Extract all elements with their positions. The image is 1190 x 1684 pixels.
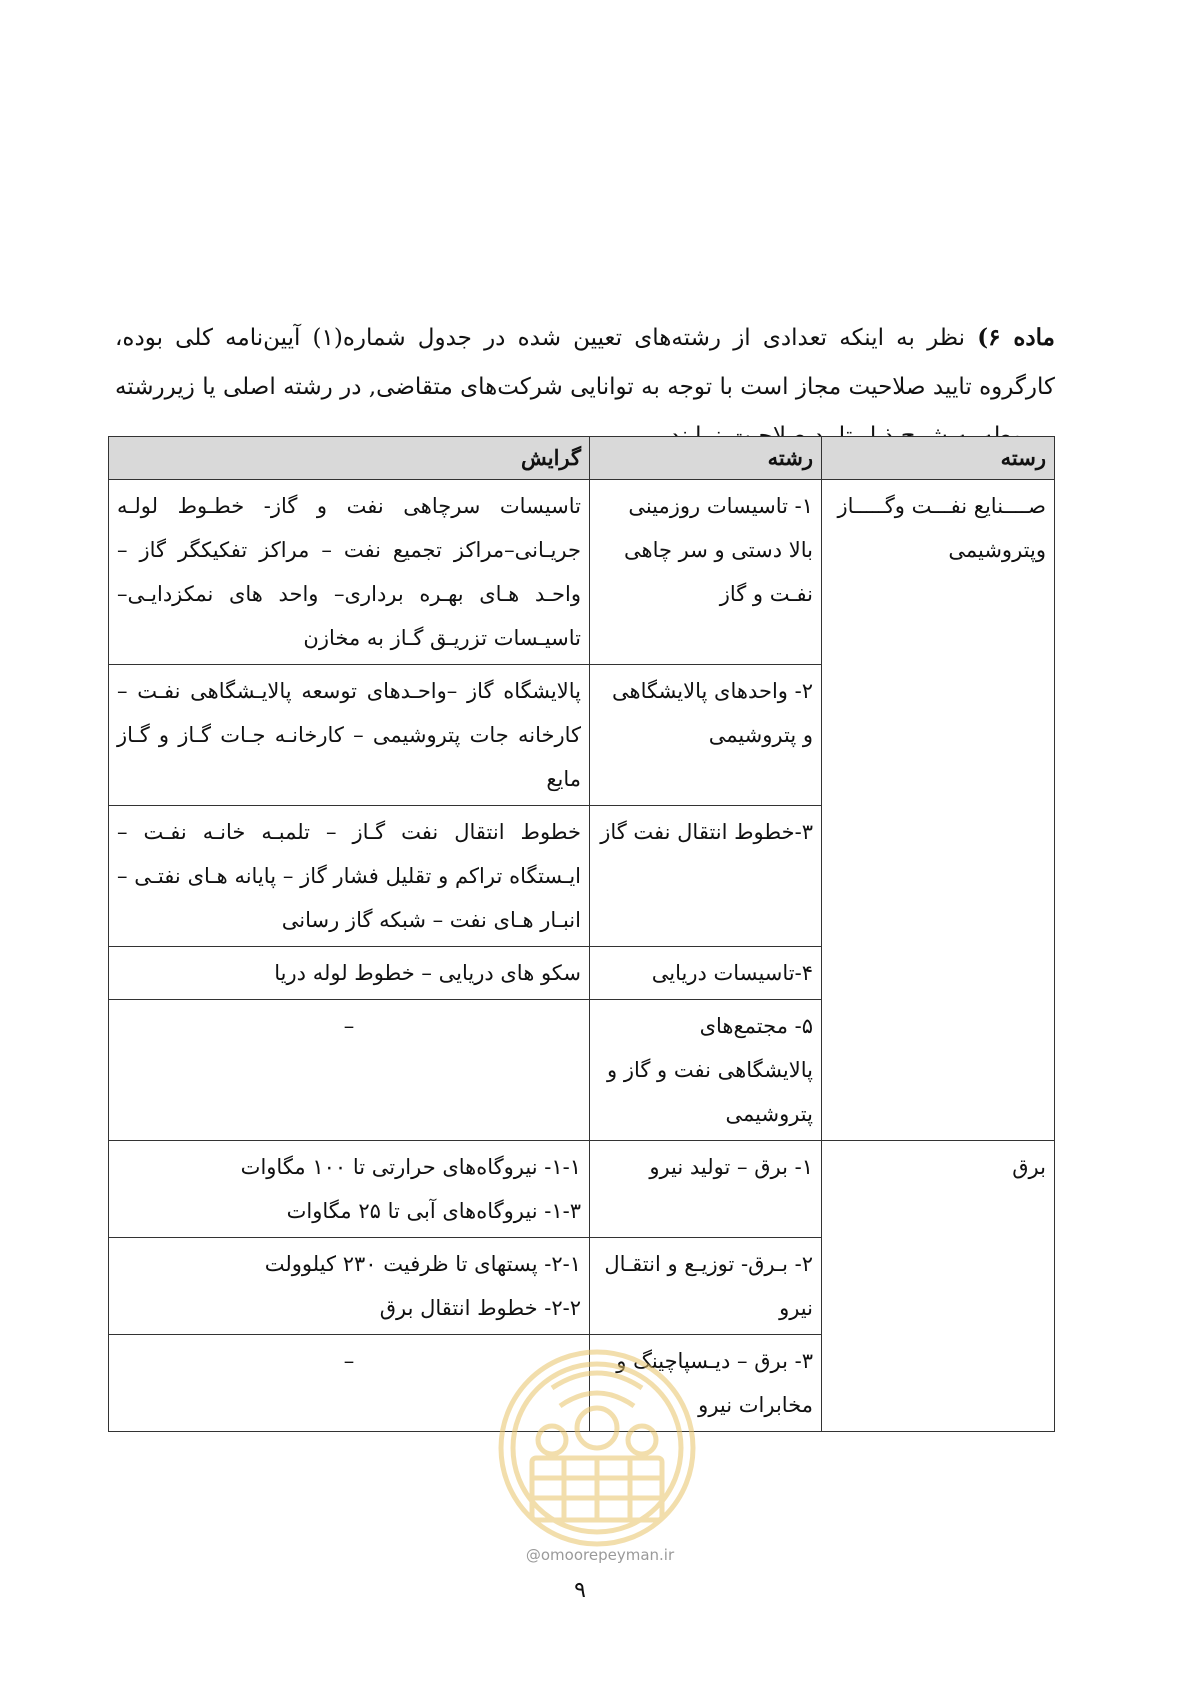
specialization-cell: سکو های دریایی – خطوط لوله دریا <box>109 947 590 1000</box>
field-cell: ۲- واحدهای پالایشگاهی و پتروشیمی <box>590 665 822 806</box>
specialization-cell: – <box>109 1335 590 1432</box>
category-electricity: برق <box>822 1141 1055 1432</box>
table-row <box>109 1141 1055 1238</box>
field-cell: ۳- برق – دیـسپاچینگ و مخابرات نیرو <box>590 1335 822 1432</box>
specialization-cell: تاسیسات سرچاهی نفت و گاز- خطـوط لولـه جریـانی–مراکز تجمیع نفت – مراکز تفکیکگر گاز – واحـد هـای بهـره برداری– واحد های نمکزدایـی– تاسیـسات تزریـق گـاز به مخازن <box>109 480 590 665</box>
qualification-table <box>108 436 1055 1432</box>
page-number: ۹ <box>574 1578 586 1603</box>
field-cell: ۲- بـرق- توزیـع و انتقـال نیرو <box>590 1238 822 1335</box>
website-watermark: @omoorepeyman.ir <box>525 1546 675 1564</box>
specialization-line: ۱-۱- نیروگاه‌های حرارتی تا ۱۰۰ مگاوات <box>240 1155 581 1179</box>
header-specialization: گرایش <box>109 437 590 480</box>
category-oil-gas: صــــنایع نفـــت وگـــــاز وپتروشیمی <box>822 480 1055 1141</box>
specialization-cell: پالایشگاه گاز –واحـدهای توسعه پالایـشگاهی نفـت – کارخانه جات پتروشیمی – کارخانـه جـات گـاز و گـاز مایع <box>109 665 590 806</box>
header-category: رسته <box>822 437 1055 480</box>
article-text: نظر به اینکه تعدادی از رشته‌های تعیین شده در جدول شماره(۱) آیین‌نامه کلی بوده، کارگروه تایید صلاحیت مجاز است با توجه به توانایی شرکت‌های متقاضی, در رشته اصلی یا زیررشته <box>115 325 1055 400</box>
specialization-cell: – <box>109 1000 590 1141</box>
article-label: ماده ۶) <box>977 324 1055 351</box>
header-field: رشته <box>590 437 822 480</box>
field-cell: ۵- مجتمع‌های پالایشگاهی نفت و گاز و پتروشیمی <box>590 1000 822 1141</box>
omoore-peyman-seal-icon <box>492 1318 702 1578</box>
field-cell: ۱- برق – تولید نیرو <box>590 1141 822 1238</box>
field-cell: ۳-خطوط انتقال نفت گاز <box>590 806 822 947</box>
specialization-cell <box>109 1141 590 1238</box>
field-cell: ۱- تاسیسات روزمینی بالا دستی و سر چاهی نفـت و گاز <box>590 480 822 665</box>
specialization-line: ۱-۳- نیروگاه‌های آبی تا ۲۵ مگاوات <box>286 1199 581 1223</box>
table-row <box>109 480 1055 665</box>
field-cell: ۴-تاسیسات دریایی <box>590 947 822 1000</box>
specialization-line: ۲-۱- پستهای تا ظرفیت ۲۳۰ کیلوولت <box>264 1252 581 1276</box>
specialization-line: ۲-۲- خطوط انتقال برق <box>379 1296 581 1320</box>
table-header-row <box>109 437 1055 480</box>
specialization-cell: خطوط انتقال نفت گـاز – تلمبـه خانـه نفـت – ایـستگاه تراکم و تقلیل فشار گاز – پایانه هـای نفتـی – انبـار هـای نفت – شبکه گاز رسانی <box>109 806 590 947</box>
